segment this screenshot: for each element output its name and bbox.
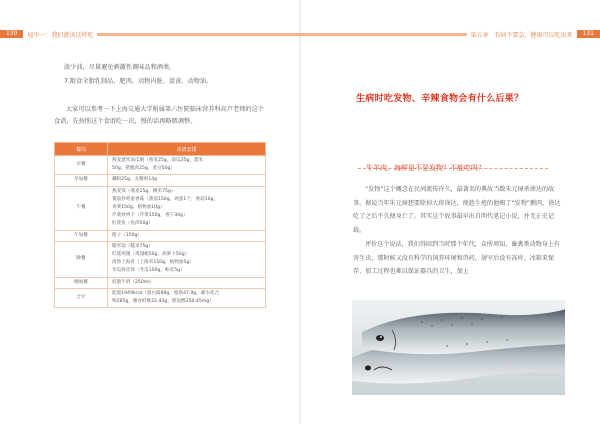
meal-name: 早餐 (55, 156, 108, 175)
table-row (55, 277, 266, 288)
meal-menu: 燕麦饭（燕麦25g，粳米75g） 番茄炒鸡蛋香菇（番茄150g，鸡蛋1个，香菇10g， 青菜150g，植物油10g） 芹菜炒香干（芹菜150g，香干30g） 红烧鱼（鱼肉50g） (108, 186, 266, 230)
table-header-menu: 食谱安排 (108, 143, 266, 156)
right-page-header (300, 30, 600, 38)
salmon-illustration (352, 300, 565, 395)
diet-tip-line-2: 7.限食全脂乳制品、肥肉、动物内脏、蛋黄、动物油。 (64, 78, 213, 85)
body-paragraph-2: 评价这个说法，我们得回到当时那个年代，众所周知，畜禽类动物身上有寄生虫，那时候又没有科学的饲养环境和兽药，屠宰后没有冻库、冰箱来保存，加工过程也难以保证器具的卫生，加上 (353, 241, 560, 276)
left-running-title: 癌中一：我们就该这样吃 (27, 31, 94, 39)
table-row (55, 175, 266, 186)
section-title: 生病时吃发物、辛辣食物会有什么后果？ (356, 94, 524, 104)
meal-name: 午加餐 (55, 230, 108, 241)
page-gutter (299, 0, 301, 424)
salmon-photo (352, 300, 565, 395)
table-row (55, 241, 266, 277)
meal-name: 合计 (55, 288, 108, 307)
table-row (55, 156, 266, 175)
table-header-meal: 餐次 (55, 143, 108, 156)
left-header-bar (97, 33, 300, 36)
meal-name: 早加餐 (55, 175, 108, 186)
left-page-header (0, 30, 300, 38)
meal-plan-table (54, 142, 266, 308)
meal-name: 晚餐 (55, 241, 108, 277)
intro-paragraph: 大家可以参考一下上海交通大学附属第六医院临床营养科高芦老师的这个食谱，先按照这个食谱吃一次，慢的话再略微调整。 (54, 106, 264, 125)
meal-menu: 藕粉25g，无糖奶14g (108, 175, 266, 186)
diet-tip-line-1: 淡少油，尽量避免刺激性调味品和酒类。 (64, 64, 176, 71)
right-running-title: 第五章 有病不要急，健康可以吃出来 (470, 31, 573, 39)
table-row (55, 288, 266, 307)
left-page-number: 130 (0, 30, 23, 38)
meal-menu: 能量1949kcal（蛋白质88g，脂肪47.9g，碳水化合 物285g，膳食纤维22.43g，胆固醇250.45mg） (108, 288, 266, 307)
meal-menu: 低脂牛奶（250ml） (108, 277, 266, 288)
meal-menu: 燕麦薏米南瓜粥（燕麦25g，南瓜25g，薏米 50g，猪瘦肉25g，黄豆50g） (108, 156, 266, 175)
table-row (55, 186, 266, 230)
meal-menu: 糙米饭（糙米75g） 红烧鸡翅（鸡翅根50g，胡萝卜50g） 清炒上海青（上海青150g，植物油5g） 冬瓜虾皮汤（冬瓜100g，虾皮5g） (108, 241, 266, 277)
meal-name: 晚加餐 (55, 277, 108, 288)
meal-menu: 橙子（150g） (108, 230, 266, 241)
meal-name: 午餐 (55, 186, 108, 230)
subsection-heading (358, 155, 548, 172)
table-row (55, 230, 266, 241)
subsection-title: 牛羊肉、海鲜是不是发物？不能吃吗？ (366, 164, 485, 172)
right-header-bar (300, 33, 467, 36)
right-page-number: 131 (577, 30, 600, 38)
body-paragraph-1: “发物”这个概念在民间流传许久，最著名的典故当数朱元璋杀徐达的故事。据说当年朱元璋想要除掉大将徐达，便趁生疮的他赐了“发物”鹅肉，徐达吃了之后不久便身亡了。其实这个故事最早出自明代笔记小说，并无正史记载。 (353, 186, 561, 235)
